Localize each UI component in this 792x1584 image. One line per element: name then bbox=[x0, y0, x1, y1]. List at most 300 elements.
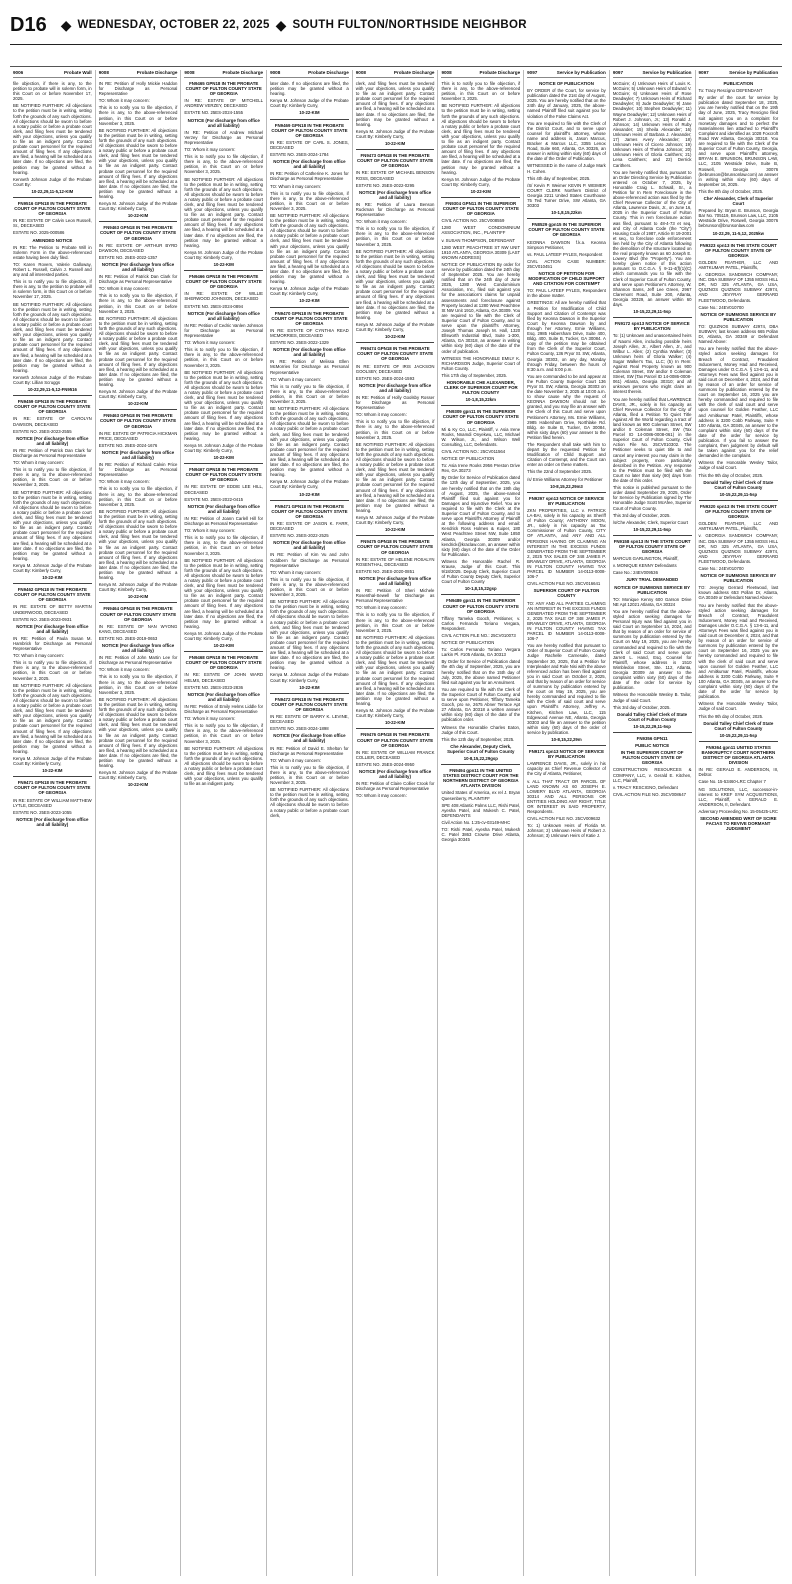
column-category-header bbox=[527, 70, 606, 78]
notice-heading: FN9471 GPN18 IN THE PROBATE COURT OF FULTON COUNTY STATE OF GEORGIA bbox=[271, 503, 348, 519]
notice-paragraph: Case No.: 24EV009536 bbox=[612, 570, 658, 576]
category-title: Probate Discharge bbox=[222, 70, 264, 75]
notice-column bbox=[524, 70, 610, 1576]
notice-run-code: 10-22-KIM bbox=[470, 188, 491, 194]
notice-paragraph: To: Tracy Rescigno DEFENDANT bbox=[698, 88, 763, 94]
notice-paragraph: Kenya M. Johnson Judge of the Probate Court By: Kimberly Curry, bbox=[270, 672, 349, 683]
notice-paragraph: CIVIL ACTION FILE NO.: 25CV010073 bbox=[441, 633, 516, 638]
notice-heading: FN9476 GPN18 IN THE PROBATE COURT OF FULTON COUNTY STATE OF GEORGIA bbox=[357, 732, 434, 748]
notice-paragraph: IN RE: ESTATE OF WILLIAM MATTHEW LYTLE, DECEASED bbox=[13, 797, 92, 808]
notice-paragraph: This the 9th day of October, 2025. bbox=[698, 713, 764, 719]
column-category-header bbox=[699, 70, 779, 78]
notice-paragraph: This is to notify you to file objection, if there is any, to the above-referenced petition, in this Court on or before November 3, 2025. bbox=[184, 154, 264, 175]
notice-divider bbox=[184, 651, 263, 652]
notice-paragraph: Witness the Honorable Wesley B. Tailor, Judge of said Court. bbox=[612, 692, 692, 703]
notice-heading: FN9459 GPN18 IN THE PROBATE COURT OF FULTON COUNTY STATE OF GEORGIA bbox=[14, 399, 91, 415]
notice-heading: NOTICE (For discharge from office and all liability) bbox=[358, 382, 432, 393]
notice-divider bbox=[99, 409, 178, 410]
notice-run-code: 10-22-KIM bbox=[213, 643, 234, 649]
notice-paragraph: Case No.: 24EV010700 bbox=[698, 304, 744, 310]
notice-paragraph: ZKN PROPERTIES, LLC v. PATRICK LA-BAI, solely in his capacity as Sheriff of Fulton County; ANTHONY MOON, JR., solely in his capacity as Tax Commissioner of Fulton County, CITY OF ATLANTA, and ANY AND ALL PERSONS HAVING OR CLAIMING AN INTEREST IN THE EXCESS FUNDS GENERATED FROM THE SEPTEMBER 2, 2025 TAX SALES OF 348 JAMES P. BRAWLEY DRIVE, ATLANTA, GEORGIA IN FULTON COUNTY HAVING TAX PARCEL ID NUMBER 14-0113-0008-106-7 bbox=[527, 507, 606, 580]
notice-heading: IN THE SUPERIOR COURT OF FULTON COUNTY STATE OF GEORGIA bbox=[620, 750, 684, 766]
notice-heading: FN9469 GPN18 IN THE PROBATE COURT OF FULTON COUNTY STATE OF GEORGIA bbox=[271, 122, 348, 138]
notice-heading: NOTICE (For discharge from office and all liability) bbox=[101, 261, 175, 272]
notice-paragraph: IN RE: ESTATE OF ARTHUR BYRD DAWSON, DECEASED bbox=[98, 242, 178, 253]
notice-heading: FN9172 spn13 NOTICE OF SERVICE BY PUBLICATION bbox=[614, 321, 690, 332]
notice-paragraph: GOLDEN FEATHER, LLC AND AMITKUMAR PATEL, Plaintiffs, bbox=[698, 259, 779, 270]
notice-paragraph: To: 1) Unknown Heirs of Florida M. Johnson; 2) Unknown Heirs of Robert J. Johnson; 3) Unknown Heirs of Katie J. bbox=[527, 823, 606, 839]
notice-run-code: 10-22,29,11-5,12-FN9516 bbox=[27, 387, 77, 393]
notice-heading: FN9356 GPN11 bbox=[636, 735, 668, 741]
notice-divider bbox=[356, 728, 435, 729]
notice-paragraph: This is to notify you to file objection, if there is any, to the above-referenced petition, in this Court on or before November 3, 2025. bbox=[13, 467, 92, 488]
notice-divider bbox=[441, 197, 520, 198]
notice-paragraph: IN RE: ESTATE OF WILLIE SHERWOOD JOHNSON, DECEASED bbox=[184, 291, 264, 302]
notice-run-code: 10-15,22,29,11-5sp bbox=[719, 732, 758, 738]
notice-paragraph: This is to notify you to file objection, if there is any, to the above-referenced petition, in this Court on or before November 3, 2025. bbox=[270, 190, 349, 211]
notice-paragraph: You are hereby notified that the above-styled action seeking damages for Breach of Contract, Fraudulent Inducement, Money Had and Received, Damages under O.C.G.A. § 13-6-11, and Attorneys Fees was filed against you in said court on December 4, 2024, and that by reason of an order for service of summons by publication entered by the court on September 16, 2025 you are hereby commanded and required to file with the clerk of said court and serve upon counsel for Golden Feather, LLC and Amitkumar Patel, Plaintiffs, whose address is 3200 Cobb Parkway, Suite # 100 Atlanta, GA 30345, an answer to the complaint within sixty (60) days of the date of the order for service by publication. bbox=[698, 602, 779, 700]
notice-paragraph: CIVIL ACTION NO. 25CV008559 bbox=[441, 218, 505, 224]
notice-paragraph: Kenya M. Johnson Judge of the Probate Court By: Kimberly Curry, bbox=[98, 770, 178, 781]
notice-divider bbox=[613, 317, 692, 318]
notice-paragraph: IN RE: ESTATE OF Calvin Leon Russell, Sr., DECEASED bbox=[13, 218, 92, 229]
notice-paragraph: This is to notify you to file objection, if there is any, to the above-referenced petition, in this Court on or before November 3, 2025. bbox=[270, 764, 349, 786]
notice-heading: PUBLIC NOTICE bbox=[635, 743, 670, 749]
header-rule bbox=[10, 44, 782, 45]
notice-heading: FN9466 GPN18 IN THE PROBATE COURT OF FULTON COUNTY STATE OF GEORGIA bbox=[185, 274, 262, 290]
notice-paragraph: To: Carlos Fernando Toriano Vergara Larkin Pl. #105 Atlanta, GA 30313 bbox=[441, 647, 521, 658]
notice-paragraph: Witness the Honorable Rachel R. Krause, Judge of this Court. This 9/18/2025. Deputy Clerk, Superior Court of Fulton County Deputy Clerk, Superior Court of Fulton County bbox=[441, 558, 521, 585]
category-title: Service by Publication bbox=[642, 70, 692, 75]
category-code: 9008 bbox=[98, 70, 109, 75]
notice-paragraph: Witness the Honorable Wesley Tailor, Judge of said Court. bbox=[698, 701, 779, 712]
notice-paragraph: MARCUS GARLINGTON, Plaintiff, bbox=[612, 556, 679, 562]
notice-paragraph: BE NOTIFIED FURTHER: All objections to the petition must be in writing, setting forth the grounds of any such objections. All objections should be sworn to before a notary public or before a probate court clerk, and filing fees must be tendered with your objections, unless you qualify to file as an indigent party. Contact probate court personnel for the required amount of filing fees. If any objections are filed, a hearing will be scheduled at a later date. If no objections are filed, the petition may be granted without a hearing. bbox=[270, 212, 349, 285]
notice-paragraph: BE NOTIFIED FURTHER: All objections to the petition must be in writing, setting forth the grounds of any such objections. All objections should be sworn to before a notary public or before a probate court clerk, and filing fees must be tendered with your objections, unless you qualify to file as an indigent party. bbox=[184, 745, 264, 787]
notice-paragraph: Kenneth Johnson Judge of the Probate Court By: Lillian Scruggs bbox=[13, 374, 92, 385]
notice-heading: FN9464 GPN18 IN THE PROBATE COURT OF FULTON COUNTY STATE OF GEORGIA bbox=[99, 606, 177, 622]
notice-heading: NOTICE (For discharge from office and all liability) bbox=[16, 816, 89, 827]
notice-paragraph: Kenya M. Johnson Judge of the Probate Court By: Kimberly Curry, bbox=[270, 286, 349, 297]
notice-paragraph: v. ALL THAT TRACT OR PARCEL OF LAND KNOWN AS 60 JOSEPH E. LOWERY BLVD ATLANTA, GEORGIA 30314 AND ALL PERSONS OR ENTITIES HOLDING ANY RIGHT, TITLE OR INTEREST IN SAID PROPERTY, Respondents. bbox=[527, 778, 606, 815]
notice-heading: NOTICE (For discharge from office and all liability) bbox=[101, 643, 175, 654]
notice-column bbox=[96, 70, 182, 1576]
notice-run-code: 10-15,22,29,11-5sp bbox=[633, 309, 671, 315]
notice-run-code: 10-22-KIM bbox=[42, 575, 63, 581]
notice-heading: FN9475 GPN18 IN THE PROBATE COURT OF FULTON COUNTY STATE OF GEORGIA bbox=[357, 539, 434, 555]
notice-run-code: 10-22-KIM bbox=[42, 768, 63, 774]
notice-paragraph: You are commanded to be and appear at the Fulton County Superior Court 136 Pryor St. SW, Atlanta, Georgia 30303 on the date November 3, 2025 at 10:00 a.m. to show cause why the request of KEONNA DAWSON should not be granted, and you may file an answer with the Clerk of this Court and serve upon Petitioner's Attorney, Ms. Ernie Williams, 2985 Habersham Drive, Northlake Rd. Bldg. 4e Suite B, Tucker, GA 30084, within sixty days (60) your answer to the Petition filed herein. bbox=[527, 373, 606, 440]
notice-paragraph: BE NOTIFIED FURTHER: All objections to the petition must be in writing, setting forth the grounds of any such objections. All objections should be sworn to before a notary public or before a probate court clerk, and filing fees must be tendered with your objections, unless you qualify to file as an indigent party. Contact probate court personnel for the required amount of filing fees. If any objections are filed, a hearing will be scheduled at a later date. If no objections are filed, the petition may be granted without a hearing. bbox=[355, 441, 435, 513]
notice-divider bbox=[699, 741, 779, 742]
notice-paragraph: This is to notify you to file objection, if there is any, to the above-referenced petition, in this Court on or before November 3, 2025. bbox=[98, 486, 178, 507]
category-code: 9008 bbox=[270, 70, 281, 75]
notice-paragraph: This is to notify you to file objection, if there is any, to the above-referenced petition, in this Court on or before November 3, 2025. bbox=[98, 105, 178, 126]
notice-heading: HONORABLE CHE ALEXANDER, CLERK OF SUPERIOR COURT FOR FULTON COUNTY bbox=[443, 379, 518, 396]
notice-divider bbox=[441, 594, 520, 595]
notice-paragraph: This is to notify you to file objection, if there is any, to the above-referenced petition, in this Court on or before November 3, 2025. bbox=[184, 535, 264, 556]
notice-divider bbox=[13, 776, 92, 777]
notice-paragraph: IN RE: Petition of David E. Shelton for Discharge as Personal Representative bbox=[270, 745, 349, 756]
notice-paragraph: By Order for Service of Publication dated the 12th day of September, 2025, you are hereby notified that on the 19th day of August, 2025, the above-named Plaintiff filed suit against you for Damages and Injunctive Relief. You are required to file with the Clerk at the Superior Court of Fulton County, and to serve upon Plaintiff's Attorney of Plaintiff at the following address and email: Kendrick Ross Holmes & Kuiper, 180 West Peachtree Street NW, Suite 1850 Atlanta, Georgia 30309 and/or kendrick@kraclaw.com, an answer within sixty (60) days of the date of the Order for Publication. bbox=[441, 475, 521, 557]
notice-paragraph: TO: Monique Kenny 600 Garson Drive NE Apt 12021 Atlanta, GA 30324 bbox=[612, 596, 692, 607]
notice-paragraph: IN RE: ESTATE OF MICHAEL BENSON ROSS, DECEASED bbox=[355, 170, 435, 181]
notice-paragraph: Witness the Honorable Wesley Tailor, Judge of said Court. bbox=[698, 460, 779, 471]
notice-divider bbox=[441, 405, 520, 406]
notice-paragraph: ESTATE NO. 25ES-2023-1055 bbox=[13, 809, 72, 815]
notice-paragraph: CIVIL ACTION FILE NO. 25CV016641 bbox=[527, 581, 601, 587]
notice-paragraph: TO: ANY AND ALL PARTIES CLAIMING AN INTEREST IN THE EXCESS FUNDS GENERATED FROM THE SEPTEMBER 2, 2025 TAX SALE OF 348 JAMES P. BRAWLEY DRIVE, ATLANTA, GEORGIA IN FULTON COUNTY HAVING TAX PARCEL ID NUMBER 14-0113-0008-106-7 bbox=[527, 600, 606, 642]
notice-paragraph: Witness the Honorable Charles Eaton, Judge of this Court. bbox=[441, 724, 521, 735]
notice-paragraph: TO: Whom it may concern: bbox=[184, 340, 236, 346]
notice-column bbox=[610, 70, 696, 1576]
notice-paragraph: clerk, and filing fees must be tendered with your objections, unless you qualify to file as an indigent party. Contact probate court personnel for the required amount of filing fees. If any objections are filed, a hearing will be scheduled at a later date. If no objections are filed, the petition may be granted without a hearing. bbox=[355, 81, 435, 127]
notice-paragraph: This is to notify you to file objection, if there is any, to the above-referenced petition, in this Court on or before November 3, 2025. bbox=[98, 293, 178, 314]
notice-paragraph: ESTATE NO. 25ES-2022-0295 bbox=[355, 182, 415, 188]
notice-paragraph: IN RE: Petition of Melissa Ellen McMorries for Discharge as Personal Representative bbox=[270, 359, 349, 375]
notice-paragraph: ESTATE NO. 2025-000586 bbox=[13, 230, 65, 236]
notice-paragraph: IN RE: Petition of Sheri Michele Rosenthal-Sewell for Discharge as Personal Representative bbox=[355, 588, 435, 604]
notice-paragraph: Prepared by: Bryan E. Brunson, Georgia Bar No. 705119, Brunson Law, LLC, 2105 Westside Drive, Roswell, Georgia 30076 bebrunson@brunsonlaw.com bbox=[698, 208, 779, 229]
notice-heading: NOTICE OF SUMMONS SERVICE BY PUBLICATION bbox=[700, 573, 777, 584]
column-category-header bbox=[99, 70, 178, 78]
notice-paragraph: v. GEORGIA SANDWICH COMPANY, INC. DBA SUBWAY OF 1355 MOSS HILL DR, NO 325 ATLANTA, GA USA, QUIZNOS QUIZNOS SUBWAY 42974, AND JEVYRAY GERRARD FLEETWOOD, Defendants. bbox=[698, 533, 779, 564]
notice-paragraph: Kenya M. Johnson Judge of the Probate Court By: Kimberly Curry, bbox=[98, 582, 178, 593]
notice-heading: FN9489 gpn11 IN THE SUPERIOR COURT OF FULTON COUNTY STATE OF GEORGIA bbox=[442, 598, 519, 614]
notice-paragraph: Case No. 15-53460-LRC Chapter 7 bbox=[698, 779, 766, 785]
notice-paragraph: Kenya M. Johnson Judge of the Probate Court By: Kimberly Curry, bbox=[270, 98, 349, 109]
notice-paragraph: 1280 WEST CONDOMINIUM ASSOCIATION, INC., PLAINTIFF bbox=[441, 225, 521, 236]
notice-heading: FN9309 gpn11 IN THE SUPERIOR COURT OF FULTON COUNTY STATE OF GEORGIA bbox=[442, 409, 519, 425]
notice-heading: FN9304 GPN11 IN THE SUPERIOR COURT OF FULTON COUNTY STATE OF GEORGIA bbox=[442, 200, 519, 217]
notice-paragraph: TO: Whom it may concern: bbox=[98, 667, 150, 673]
notice-heading: NOTICE (For discharge from office and all liability) bbox=[358, 575, 432, 586]
notice-run-code: 10-22-KIM bbox=[384, 527, 406, 533]
notice-heading: FN9465 GPN18 IN THE PROBATE COURT OF FULTON COUNTY STATE OF GEORGIA bbox=[185, 81, 262, 97]
notice-heading: Che Alexander, Deputy Clerk, Superior Court of Fulton County bbox=[447, 743, 515, 754]
notice-run-code: 10-22-KIM bbox=[384, 334, 406, 340]
notice-paragraph: The Respondent shall take with him to depart by the requested Petition for Modification of Child Support and Citation of Contempt, and the Court can enter an order on these matters. bbox=[527, 442, 606, 468]
notice-run-code: 10-15,22,29,11-5sp bbox=[633, 526, 671, 532]
notice-heading: NOTICE (For discharge from office and all liability) bbox=[273, 540, 346, 551]
notice-paragraph: TO: Whom it may concern: bbox=[13, 653, 65, 659]
notice-divider bbox=[356, 535, 435, 536]
notice-paragraph: You are hereby notified that the above-styled action seeking damages for Breach of Contract, Fraudulent Inducement, Money Had and Received, Damages under O.C.G.A. § 13-6-11, and Attorneys Fees was filed against you in said court on December 4, 2024, and that by reason of an order for service of summons by publication entered by the court on September 16, 2025 you are hereby commanded and required to file with the clerk of said court and serve upon counsel for Golden Feather, LLC and Amitkumar Patel, Plaintiffs, whose address is 3200 Cobb Parkway, Suite # 100 Atlanta, GA 30345, an answer to the complaint within sixty (60) days of the date of the order for service by publication. If you fail to answer the complaint, then judgment by default will be taken against you for the relief demanded in the complaint. bbox=[698, 346, 779, 459]
notice-paragraph: This is to notify you to file objection, if there is any, to the petition to probate will in solemn form, in this Court on or before November 17, 2025. bbox=[13, 279, 92, 300]
notice-run-code: 10-15,22,29,11-5sp bbox=[719, 491, 758, 497]
notice-heading: NOTICE (For discharge from office and all liability) bbox=[16, 623, 89, 634]
notice-paragraph: CIVIL ACTION CASE NUMBER: 25CV010451 bbox=[527, 258, 606, 269]
notice-paragraph: This the 9th day of October, 2025. bbox=[698, 472, 764, 478]
category-title: Probate Wall bbox=[64, 70, 92, 75]
notice-divider bbox=[527, 492, 606, 493]
notice-paragraph: TO: Whom it may concern: bbox=[13, 460, 65, 466]
notice-paragraph: SPE 408 Atlantic Palms LLC, Rishi Patel, Ayesha Patel, and Mukesh C. Patel, DEFENDANTS bbox=[441, 802, 521, 818]
notice-run-code: 10-22-KIM bbox=[299, 110, 320, 116]
date-line: WEDNESDAY, OCTOBER 22, 2025 bbox=[77, 19, 270, 31]
notice-paragraph: BE NOTIFIED FURTHER: All objections to the petition must be in writing, setting forth the grounds of any such objections. All objections should be sworn to before a notary public or before a probate court clerk, and filing fees must be tendered with your objections, unless you qualify to file as an indigent party. Contact probate court personnel for the required amount of filing fees. If any objections are filed, a hearing will be scheduled at a later date. If no objections are filed, the petition may be granted without a hearing. bbox=[441, 103, 521, 175]
notice-heading: SECOND AMENDED WRIT OF SCIRE FACIAS TO REVIVE DORMANT JUDGMENT bbox=[700, 816, 777, 832]
notice-divider bbox=[527, 218, 606, 219]
notice-heading: SUPERIOR COURT OF FULTON COUNTY bbox=[533, 588, 600, 599]
notice-paragraph: This is to notify you to file objection, if there is any, to the above-referenced petition, in this Court on or before November 3, 2025. bbox=[98, 674, 178, 695]
notice-paragraph: BE NOTIFIED FURTHER: All objections to the petition must be in writing, setting forth the grounds of any such objections. All objections should be sworn to before a notary public or before a probate court clerk, and filing fees must be tendered with your objections, unless you qualify to file as an indigent party. Contact probate court personnel for the required amount of filing fees. If any objections are filed, a hearing will be scheduled at a later date. If no objections are filed, the petition may be granted without a hearing. bbox=[13, 103, 92, 175]
notice-paragraph: BE NOTIFIED FURTHER: All objections to the petition must be in writing, setting forth the grounds of any such objections. All objections should be sworn to before a notary public or before a probate court clerk, and filing fees must be tendered with your objections, unless you qualify to file as an indigent party. Contact probate court personnel for the required amount of filing fees. If any objections are filed, a hearing will be scheduled at a later date. If no objections are filed, the petition may be granted without a hearing. bbox=[98, 315, 178, 387]
notice-divider bbox=[356, 149, 435, 150]
notice-divider bbox=[613, 535, 692, 536]
notice-column bbox=[267, 70, 353, 1576]
notice-paragraph: BE NOTIFIED FURTHER: All objections to the petition must be in writing, setting forth the grounds of any such objections. All objections should be sworn to before a notary public or before a probate court clerk, and filing fees must be tendered with your objections, unless you qualify to file as an indigent party. Contact probate court personnel for the required amount of filing fees. If any objections are filed, a hearing will be scheduled at a later date. If no objections are filed, the petition may be granted without a hearing. bbox=[184, 176, 264, 248]
notice-paragraph: ESTATE NO. 25ES-2022-1329 bbox=[270, 340, 329, 346]
notice-paragraph: IN RE: ESTATE OF CAROLYN DAWSON, DECEASED bbox=[13, 416, 92, 427]
category-title: Service by Publication bbox=[556, 70, 606, 75]
notice-column bbox=[438, 70, 524, 1576]
notice-paragraph: This is to notify you to file objection, if there is any, to the above-referenced petition, in this Court on or before November 3, 2025. bbox=[355, 612, 435, 633]
notice-paragraph: /S/ Kevin P. Weimer KEVIN P. WEIMER COURT CLERK Northern District of Georgia 2211 United States Courthouse 75 Ted Turner Drive, SW Atlanta, GA 30303 bbox=[527, 182, 606, 209]
notice-heading: FN9158 spn13 IN THE STATE COURT OF FULTON COUNTY STATE OF GEORGIA bbox=[613, 538, 691, 555]
notice-paragraph: GREETINGS: All are hereby notified that a Petition for Modification of Child Support and Citation of Contempt was filed by Keonna Dawson in the Superior Court by Keonna Dawson by and through her Attorney, Ernie Williams, Esq. 2985 Habersham Drive, Suite 400, Bldg. 400, Suite B, Tucker, GA 30084. A copy of the petition may be obtained from the Clerk of the Superior Court, Fulton County, 136 Pryor St. SW, Atlanta, Georgia 30303, on any day, Monday through Friday, between the hours of 8:30 a.m. and 5:00 p.m. bbox=[527, 300, 606, 372]
notice-paragraph: KEONNA DAWSON f.k.a. Keonna Simpson Petitioner, bbox=[527, 239, 606, 250]
notice-paragraph: v. TRACY RESCIGNO, Defendant bbox=[612, 784, 678, 790]
notice-paragraph: TO: Whom it may concern: bbox=[355, 605, 407, 611]
notice-divider bbox=[270, 307, 349, 308]
notice-divider bbox=[13, 395, 92, 396]
notice-divider bbox=[270, 500, 349, 501]
notice-paragraph: Kenya M. Johnson Judge of the Probate Court By: Kimberly Curry, bbox=[13, 755, 92, 767]
notice-heading: FN9462 GPN18 IN THE PROBATE COURT OF FULTON COUNTY STATE OF GEORGIA bbox=[14, 587, 91, 603]
category-code: 9097 bbox=[698, 70, 709, 75]
notice-heading: NOTICE OF PUBLICATION bbox=[539, 81, 594, 86]
notice-paragraph: BE NOTIFIED FURTHER: All objections to the petition must be in writing, setting forth the grounds of any such objections. All objections should be sworn to before a notary public or before a probate court clerk, and filing fees must be tendered with your objections, unless you qualify to file as an indigent party. Contact probate court personnel for the required amount of filing fees. If any objections are filed, a hearing will be scheduled at a later date. If no objections are filed, the petition may be granted without a hearing. bbox=[355, 248, 435, 320]
notice-column bbox=[696, 70, 782, 1576]
notice-paragraph: Kenya M. Johnson Judge of the Probate Court By: Kimberly Curry, bbox=[355, 128, 435, 139]
notice-paragraph: WITNESS THE HONORABLE EMILY K. RICHARDSON Judge, Superior Court of Fulton County. bbox=[441, 355, 521, 371]
notice-heading: NOTICE (For discharge from office and all liability) bbox=[358, 768, 432, 780]
notice-paragraph: To: Asia Irene Rooks 2956 Preston Drive Rex, GA 30273 bbox=[441, 463, 521, 474]
notice-paragraph: TO: Whom it may concern: bbox=[98, 286, 150, 292]
notice-paragraph: BE NOTIFIED FURTHER: All objections to the petition must be in writing, setting forth the grounds of any such objections. All objections should be sworn to before a notary public or before a probate court clerk, and filing fees must be tendered with your objections, unless you qualify to file as an indigent party. Contact probate court personnel for the required amount of filing fees. If any objections are filed, a hearing will be scheduled at a later date. If no objections are filed, the petition may be granted without a hearing. bbox=[13, 682, 92, 754]
column-category-header bbox=[613, 70, 692, 78]
notice-paragraph: TO: Jevyray Gerrard Fleetwood, last known address 653 Pollan Dr, Atlanta, GA 30349 or Defendant Named Above: bbox=[698, 585, 779, 601]
notice-paragraph: This is to notify you to file objection, if there is any, to the above-referenced petition, in this Court on or before November 3, 2025. bbox=[184, 347, 264, 368]
notice-paragraph: IN RE: ESTATE OF JASON K. FARR, DECEASED bbox=[270, 520, 349, 532]
notice-paragraph: ESTATE NO. 25ES-2024-0894 bbox=[184, 303, 243, 309]
notice-run-code: 10-8,15,22,29m bbox=[551, 736, 582, 742]
notice-paragraph: BE NOTIFIED FURTHER: All objections to the petition must be in writing, setting forth the grounds of any such objections. All objections should be sworn to before a notary public or before a probate court clerk, bbox=[270, 787, 349, 818]
notice-paragraph: ESTATE NO. 25ES-2023-2555 bbox=[13, 428, 72, 434]
notice-paragraph: IN RE: Petition of Andrew Michael Verzey for Discharge as Personal Representative bbox=[184, 129, 264, 145]
notice-divider bbox=[527, 745, 606, 746]
notice-paragraph: ESTATE NO. 25ES-2023-2836 bbox=[184, 684, 243, 690]
notice-column bbox=[10, 70, 96, 1576]
notice-paragraph: NOTICE OF PUBLICATION By order for service by publication dated the 24th day of September 2025. You are hereby notified that on the 24th day of June 2025, 1280 West Condominium Association, Inc., filed suit against you for the association's claims for unpaid assessments and foreclosure against Property located at 1280 West Peachtree St NW Unit 1910, Atlanta, GA 30309. You are required to file with the Clerk of Superior Court of Fulton County, and to serve upon the plaintiff's Attorney, Joseph Thomas Joseph M. Hall, 1320 Ellsworth Industrial Blvd, Suite 1-300, Atlanta, GA 30318, an answer in writing within sixty (60) days of the date of the order of publication. bbox=[441, 261, 521, 354]
notice-heading: NOTICE (For discharge from office and all liability) bbox=[358, 189, 432, 200]
notice-paragraph: file objection, if there is any, to the petition to probate will in solemn form, in this Court on or before November 17, 2025. bbox=[13, 81, 92, 102]
legal-notices-columns bbox=[10, 70, 782, 1576]
notice-paragraph: Kenya M. Johnson Judge of the Probate Court By: Kimberly Curry, bbox=[184, 630, 264, 641]
notice-run-code: 10-22-KIM bbox=[299, 684, 320, 690]
notice-paragraph: NOTICE OF PUBLICATION bbox=[441, 456, 495, 462]
notice-column bbox=[353, 70, 439, 1576]
notice-paragraph: later date. If no objections are filed, the petition may be granted without a hearing. bbox=[270, 81, 349, 97]
notice-heading: FN9323 spn13 IN THE STATE COURT OF FULTON COUNTY STATE OF GEORGIA bbox=[699, 242, 777, 258]
notice-paragraph: IN RE: ESTATE OF WILLIAM FRANCK COLLIER, DECEASED bbox=[355, 749, 435, 760]
notice-paragraph: ESTATE NO. 25ES-2022-1357 bbox=[98, 254, 158, 260]
notice-paragraph: ESTATE NO. 25ES-2022-0415 bbox=[184, 496, 243, 502]
column-category-header bbox=[13, 70, 92, 78]
notice-paragraph: ESTATE NO. 25ES-2024-0950 bbox=[355, 761, 415, 767]
notice-heading: PUBLICATION bbox=[723, 81, 754, 86]
notice-paragraph: LAWRENCE DAVIS, JR., solely in his capacity as Chief Revenue Collector of the City of Atlanta, Petitioner, bbox=[527, 761, 606, 777]
notice-paragraph: This is to notify you to file objection, if there is any, to the above-referenced petition, in this Court on or before November 3, 2025. bbox=[13, 660, 92, 681]
notice-column bbox=[181, 70, 267, 1576]
notice-paragraph: IN RE: Petition of Laura Benson Ruckman for Discharge as Personal Representative bbox=[355, 201, 435, 218]
notice-heading: NOTICE (For discharge from office and all liability) bbox=[187, 503, 260, 514]
notice-heading: NOTICE OF SUMMONS SERVICE BY PUBLICATION bbox=[700, 311, 777, 322]
category-title: Probate Discharge bbox=[308, 70, 349, 75]
notice-paragraph: IN RE: ESTATE OF HELENE ROSALYN ROSENTHAL, DECEASED bbox=[355, 556, 435, 567]
notice-heading: FN9320 spn13 IN THE STATE COURT OF FULTON COUNTY STATE OF GEORGIA bbox=[699, 503, 777, 520]
notice-paragraph: TO: Whom it may concern: bbox=[355, 412, 407, 418]
category-code: 9008 bbox=[441, 70, 452, 75]
notice-paragraph: Case No.: 24EV010700 bbox=[698, 565, 744, 571]
notice-paragraph: BE NOTIFIED FURTHER: All objections to the petition must be in writing, setting forth the grounds of any such objections. All objections should be sworn to before a notary public or before a probate court clerk, and filing fees must be tendered with your objections, unless you qualify to file as an indigent party. Contact probate court personnel for the required amount of filing fees. If any objections are filed, a hearing will be scheduled at a later date. If no objections are filed, the petition may be granted without a hearing. bbox=[13, 301, 92, 373]
notice-paragraph: To: (1) Unknown and unascertained heirs of Naomi Allen, including possible heirs Joseph Allen, Jr., Albert Allen, Jr., and Wilbur L. Allen; (2) Cynthia Walker; (3) Unknown heirs of Gloria Walker; (4) Sugar Walker's Tax, LLC; (5) In Rem: Against Real Property known as 900 Coleman Street, SW and/or 0 Coleman Street, SW (Tax Parcel ID 14-0086-0008-061) Atlanta, Georgia 30310; and all unknown persons who might claim an interest therein. bbox=[612, 333, 692, 395]
notice-paragraph: TO: Whom it may concern: bbox=[270, 569, 322, 575]
category-code: 9097 bbox=[612, 70, 624, 75]
notice-paragraph: This is to notify you to file objection, if there is any, to the above-referenced petition, in this Court on or before November 3, 2025. bbox=[270, 576, 349, 598]
page-number: D16 bbox=[10, 13, 47, 36]
notice-run-code: 10-22-KIM bbox=[127, 213, 149, 219]
notice-divider bbox=[13, 197, 92, 198]
notice-heading: NOTICE (For discharge from office and all liability) bbox=[16, 435, 89, 446]
notice-paragraph: Mi & Ky Co, LLC, Plaintiff, v. Asia Irene Rooks, Nnamdi Onyekwu, LLC, Michael W. Wilson, Jr., and Wilson Well Consulting, LLC, Defendants. bbox=[441, 426, 521, 447]
notice-run-code: 10-22-KIM bbox=[299, 298, 320, 304]
notice-paragraph: Kenya M. Johnson Judge of the Probate Court By: Kimberly Curry, bbox=[184, 249, 264, 260]
notice-paragraph: TO: Whom it may concern: bbox=[98, 479, 150, 485]
notice-paragraph: v. SUSAN THOMPSON, DEFENDANT bbox=[441, 237, 516, 243]
section-name: SOUTH FULTON/NORTHSIDE NEIGHBOR bbox=[292, 19, 527, 31]
notice-paragraph: IN RE: ESTATE OF PATRICIA HICKMAN PRICE, DECEASED bbox=[98, 430, 178, 441]
notice-run-code: 10-22-KIM bbox=[213, 262, 234, 267]
notice-paragraph: This the 22nd of September 2025. bbox=[527, 469, 593, 475]
notice-heading: AMENDED NOTICE bbox=[32, 237, 73, 243]
notice-divider bbox=[270, 119, 349, 120]
notice-paragraph: This the 12th day of September, 2025. bbox=[441, 736, 515, 742]
notice-paragraph: IN RE: Petition of Catherine K. Jones for Discharge as Personal Representative bbox=[270, 171, 349, 182]
notice-paragraph: This is to notify you to file objection, if there is any, to the above-referenced petition, in this Court on or before November 3, 2025. bbox=[184, 723, 264, 744]
notice-paragraph: CIVIL ACTION FILE NO. 25CV008647 bbox=[612, 791, 686, 797]
notice-paragraph: TO: Whom it may concern: bbox=[270, 376, 322, 382]
notice-heading: Donald Talley Chief Clerk of State Court of Fulton County bbox=[617, 711, 688, 722]
notice-paragraph: Kenya M. Johnson Judge of the Probate Court By: Kimberly Curry, bbox=[441, 176, 521, 187]
notice-heading: NOTICE (For discharge from office and all liability) bbox=[101, 449, 175, 460]
notice-paragraph: 1280 WEST PEACHTREE ST NW UNIT 1910 ATLANTA, GEORGIA 30309 (LAST KNOWN ADDRESS) bbox=[441, 244, 521, 260]
notice-paragraph: NOTICE OF PUBLICATION bbox=[441, 640, 495, 646]
notice-paragraph: IN RE: ESTATE OF EDDIE LEE HILL, DECEASED bbox=[184, 484, 264, 495]
notice-paragraph: v. GEORGIA SANDWICH COMPANY, INC. DBA SUBWAY OF 1355 MOSS HILL DR, NO 325 ATLANTA, GA USA, QUIZNOS QUIZNOS SUBWAY 42974, AND JEVYRAY GERRARD FLEETWOOD, Defendants. bbox=[698, 272, 779, 303]
notice-paragraph: This is to notify you to file objection, if there is any, to the above-referenced petition, in this Court on or before November 3, 2025. bbox=[355, 419, 435, 440]
notice-paragraph: BE NOTIFIED FURTHER: All objections to the petition must be in writing, setting forth the grounds of any such objections. All objections should be sworn to before a notary public or before a probate court clerk, and filing fees must be tendered with your objections, unless you qualify to file as an indigent party. Contact probate court personnel for the required amount of filing fees. If any objections are filed, a hearing will be scheduled at a later date. If no objections are filed, the petition may be granted without a hearing. bbox=[184, 557, 264, 629]
bullet-icon: ◆ bbox=[275, 16, 287, 33]
category-code: 9008 bbox=[184, 70, 195, 75]
notice-heading: FN9171 spn13 NOTICE OF SERVICE BY PUBLICATION bbox=[528, 749, 604, 760]
notice-paragraph: TO: Whom it may concern: bbox=[270, 183, 322, 189]
notice-paragraph: This 4th day of September, 2025. bbox=[527, 175, 591, 181]
notice-paragraph: IN RE: Petition of Patrick Dan Clark for Discharge as Personal Representative bbox=[13, 447, 92, 458]
notice-paragraph: TO: Rishi Patel, Ayesha Patel, Mukesh C. Patel 3863 Crowne Drive Atlanta, Georgia 30345 bbox=[441, 827, 521, 843]
notice-paragraph: BE NOTIFIED FURTHER: All objections to the petition must be in writing, setting forth the grounds of any such objections. All objections should be sworn to before a notary public or before a probate court clerk, and filing fees must be tendered with your objections, unless you qualify to file as an indigent party. Contact probate court personnel for the required amount of filing fees. If any objections are filed, a hearing will be scheduled at a later date. If no objections are filed, the petition may be granted without a hearing. bbox=[98, 696, 178, 769]
notice-divider bbox=[699, 500, 779, 501]
notice-paragraph: Kenya M. Johnson Judge of the Probate Court By: Kimberly Curry, bbox=[355, 515, 435, 526]
notice-paragraph: Kenya M. Johnson Judge of the Probate Court By: Kimberly Curry, bbox=[184, 442, 264, 453]
notice-paragraph: TO: Karen Rovers, Valerie Galloway, Robert L. Russell, Calvin J. Russell and any and all interested parties. bbox=[13, 261, 92, 278]
notice-paragraph: IN RE: Petition of Patrick Dan Clark for Discharge as Personal Representative bbox=[98, 274, 178, 285]
notice-heading: NOTICE OF SUMMONS SERVICE BY PUBLICATION bbox=[614, 584, 691, 595]
notice-run-code: 10-22-KIM bbox=[384, 720, 406, 726]
notice-paragraph: Kenya M. Johnson Judge of the Probate Court By: Kimberly Curry, bbox=[355, 321, 435, 333]
notice-paragraph: BE NOTIFIED FURTHER: All objections to the petition must be in writing, setting forth the grounds of any such objections. All objections should be sworn to before a notary public or before a probate court clerk, and filing fees must be tendered with your objections, unless you qualify to file as an indigent party. Contact probate court personnel for the required amount of filing fees. If any objections are filed, a hearing will be scheduled at a later date. If no objections are filed, the petition may be granted without a hearing. bbox=[184, 369, 264, 441]
category-title: Probate Discharge bbox=[393, 70, 435, 75]
notice-paragraph: BE NOTIFIED FURTHER: All objections to the petition must be in writing, setting forth the grounds of any such objections. All objections should be sworn to before a notary public or before a probate court clerk, and filing fees must be tendered with your objections, unless you qualify to file as an indigent party. Contact probate court personnel for the required amount of filing fees. If any objections are filed, a hearing will be scheduled at a later date. If no objections are filed, the petition may be granted without a hearing. bbox=[270, 406, 349, 478]
notice-heading: FN9297 spn13 NOTICE OF SERVICE BY PUBLICATION bbox=[528, 495, 604, 506]
notice-run-code: 10-1,8,15,22gsp bbox=[464, 586, 497, 592]
notice-heading: NOTICE (For discharge from office and all liability) bbox=[273, 159, 346, 170]
notice-paragraph: IN RE: ESTATE OF NAN WYONG KANG, DECEASED bbox=[98, 623, 178, 634]
notice-paragraph: ESTATE NO. 25ES-2024-1676 bbox=[98, 442, 158, 448]
notice-paragraph: CIVIL ACTION NO.: 25CV011564 bbox=[441, 449, 506, 454]
notice-paragraph: ESTATE NO. 25ES-2022-2525 bbox=[270, 533, 329, 539]
notice-run-code: 10-22-KIM bbox=[127, 594, 149, 600]
notice-heading: NOTICE (For discharge from office and all liability) bbox=[273, 347, 346, 358]
notice-paragraph: TO: Whom it may concern: bbox=[270, 757, 322, 763]
notice-paragraph: /s/Che Alexander, Clerk, Superior Court bbox=[612, 519, 689, 525]
notice-paragraph: GOLDEN FEATHER, LLC AND AMITKUMAR PATEL, Plaintiffs, bbox=[698, 521, 779, 532]
notice-paragraph: IN RE: ESTATE OF CARL S. JONES, DECEASED bbox=[270, 139, 349, 150]
notice-paragraph: IN RE: GERALD E. ANDERSON, III, Debtor. bbox=[698, 767, 779, 778]
notice-paragraph: TO: Whom it may concern: bbox=[184, 528, 236, 534]
notice-heading: JURY TRIAL DEMANDED bbox=[626, 577, 679, 583]
notice-paragraph: TO: PAUL LATEEF PYLES, Respondent in the above matter. bbox=[527, 288, 606, 299]
notice-paragraph: You are required to file with the Clerk of the Superior Court of Fulton County, and to serve upon Petitioner, Tiffany Tameka Gooch, pro se, 2675 Abner Terrace Apt 27 Atlanta, GA 30318 a written answer within sixty (60) days of the date of the publication order. bbox=[441, 686, 521, 723]
category-code: 9097 bbox=[527, 70, 538, 75]
notice-paragraph: Kenya M. Johnson Judge of the Probate Court By: Kimberly Curry, bbox=[13, 562, 92, 573]
category-code: 9006 bbox=[13, 70, 24, 75]
notice-paragraph: This is to notify you to file objection, if there is any, to the above-referenced petition, in this Court on or before November 3, 2025. bbox=[355, 226, 435, 247]
notice-heading: Donald Talley Chief Clerk of State Court of Fulton County bbox=[703, 720, 774, 731]
notice-paragraph: Tiffany Tameka Gooch, Petitioner, v. Carlos Fernando Toriano Vergara, Respondent. bbox=[441, 615, 521, 631]
notice-paragraph: BE NOTIFIED FURTHER: All objections to the petition must be in writing, setting forth the grounds of any such objections. All objections should be sworn to before a notary public or before a probate court clerk, and filing fees must be tendered with your objections, unless you qualify to file as an indigent party. Contact probate court personnel for the required amount of filing fees. If any objections are filed, a hearing will be scheduled at a later date. If no objections are filed, the petition may be granted without a hearing. bbox=[98, 508, 178, 581]
notice-paragraph: Kenya M. Johnson Judge of the Probate Court By: Kimberly Curry, bbox=[98, 201, 178, 212]
column-category-header bbox=[356, 70, 435, 78]
notice-paragraph: This is to notify you to file objection, if there is any, to the above-referenced petition, in this Court on or before November 3, 2025. bbox=[441, 81, 521, 102]
notice-heading: NOTICE (For discharge from office and all liability) bbox=[187, 310, 260, 321]
notice-paragraph: Adversary Proceeding No. 15-05425-LRC bbox=[698, 808, 779, 814]
notice-paragraph: This 17th day of September, 2025. bbox=[441, 372, 508, 378]
notice-heading: FN8529 gpn15 IN THE SUPERIOR COURT OF FULTON COUNTY STATE OF GEORGIA bbox=[528, 222, 605, 238]
notice-paragraph: CONSTRUCTION RESOURCES & COMPANY, LLC, v. Gerald E. Kitchen, LLC, Plaintiff, bbox=[612, 767, 692, 783]
notice-paragraph: This is to notify you to file objection, if there is any, to the above-referenced petition, in this Court on or before November 3, 2025. bbox=[270, 383, 349, 404]
notice-heading: FN9516 GPN18 IN THE PROBATE COURT OF FULTON COUNTY STATE OF GEORGIA bbox=[14, 200, 91, 217]
notice-paragraph: IN RE: Petition of Emily Helms Liddle for Discharge as Personal Representative bbox=[184, 703, 264, 715]
notice-paragraph: Kenya M. Johnson Judge of the Probate Court By: Kimberly Curry, bbox=[98, 389, 178, 400]
notice-paragraph: ESTATE NO. 25ES-2019-0653 bbox=[98, 635, 158, 641]
notice-paragraph: CIVIL ACTION FILE NO. 25CV009632 bbox=[527, 816, 601, 822]
notice-paragraph: TO: Whom it may concern: bbox=[355, 793, 407, 799]
notice-paragraph: This 3rd day of October, 2025. bbox=[612, 512, 671, 518]
notice-paragraph: IN RE: ESTATE OF BARRY K. LEVINE, DECEASED bbox=[270, 714, 349, 725]
bullet-icon: ◆ bbox=[60, 16, 72, 33]
